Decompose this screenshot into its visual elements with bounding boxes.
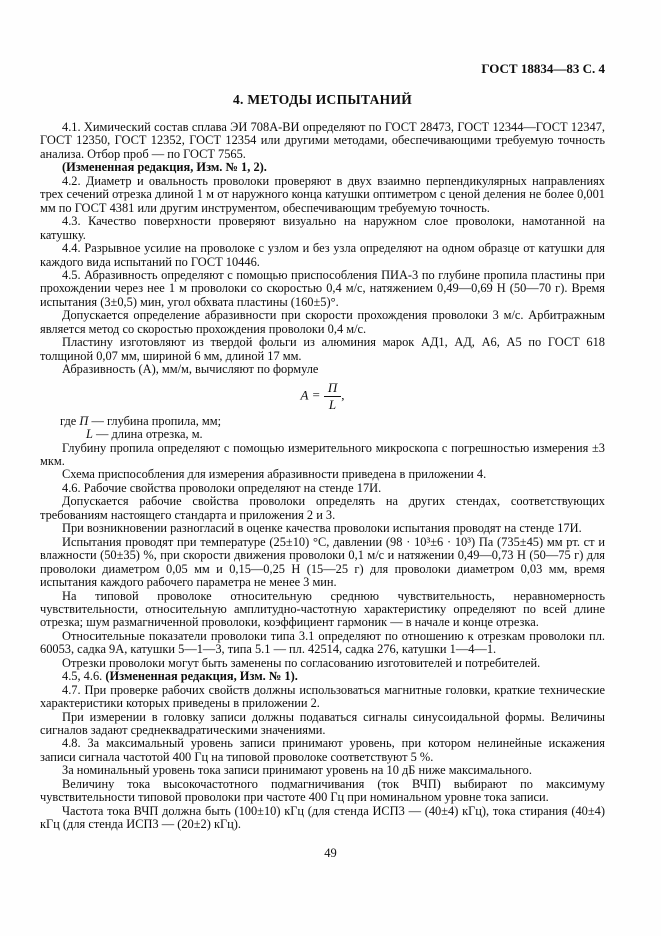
paragraph-formula-intro: Абразивность (А), мм/м, вычисляют по формуле	[62, 362, 319, 377]
formula-lhs: A	[300, 387, 309, 403]
where-definition-L	[40, 428, 605, 441]
paragraph-4-3: 4.3. Качество поверхности проверяют визуально на наружном слое проволоки, намотанной на катушку.	[40, 214, 605, 242]
where-description-P: — глубина пропила, мм;	[91, 413, 222, 428]
paragraph-4-8: 4.8. За максимальный уровень записи принимают уровень, при котором нелинейные искажения записи сигнала частотой 400 Гц на типовой проволоке соответствуют 5 %.	[40, 736, 605, 764]
paragraph-typical-wire: На типовой проволоке относительную среднюю чувствительность, неравномерность чувствительности, относительную амплитудно-частотную характеристику определяют по всей длине отрезка; шум размагниченной проволоки, коэффициент гармоник — в начале и конце отрезка.	[40, 588, 605, 630]
paragraph-scheme-appendix: Схема приспособления для измерения абразивности приведена в приложении 4.	[62, 467, 487, 482]
paragraph-test-conditions: Испытания проводят при температуре (25±10) °С, давлении (98 · 10³±6 · 10³) Па (735±45) мм рт. ст и влажности (50±35) %, при скорости движения проволоки 0,1 м/с и натяжении 0,49—0,73 Н (50—75 г) для проволоки диаметром 0,05 мм и 0,15—0,25 Н (15—25 г) для проволоки диаметром 0,03 мм, время испытания каждого рабочего параметра не менее 3 мин.	[40, 534, 605, 590]
formula-fraction	[324, 381, 341, 412]
formula-denominator: L	[328, 396, 337, 412]
paragraph-4-6: 4.6. Рабочие свойства проволоки определяют на стенде 17И.	[62, 480, 382, 495]
where-symbol-L: L	[86, 427, 93, 442]
paragraph-abrasiveness-speed-note: Допускается определение абразивности при скорости прохождения проволоки 3 м/с. Арбитражным является метод со скоростью прохождения проволоки 0,4 м/с.	[40, 308, 605, 336]
where-definition-P	[40, 415, 605, 428]
paragraph-other-stands: Допускается рабочие свойства проволоки определять на других стендах, соответствующих требованиям настоящего стандарта и приложения 2 и 3.	[40, 494, 605, 522]
formula-numerator: П	[324, 381, 341, 397]
formula-suffix: ,	[341, 387, 345, 403]
paragraph-4-2: 4.2. Диаметр и овальность проволоки проверяют в двух взаимно перпендикулярных направлениях трех сечений отрезка длиной 1 м от наружного конца катушки оптиметром с ценой деления не более 0,001 мм по ГОСТ 4381 или другим инструментом, обеспечивающим требуемую точность.	[40, 173, 605, 215]
paragraph-4-4: 4.4. Разрывное усилие на проволоке с узлом и без узла определяют на одном образце от катушки для каждого вида испытаний по ГОСТ 10446.	[40, 241, 605, 269]
paragraph-4-7: 4.7. При проверке рабочих свойств должны использоваться магнитные головки, краткие технические характеристики которых приведены в приложении 2.	[40, 682, 605, 711]
paragraph-4-5: 4.5. Абразивность определяют с помощью приспособления ПИА-3 по глубине пропила пластины при прохождении через нее 1 м проволоки со скоростью 0,4 м/с, натяжением 0,49—0,69 Н (50—70 г). Время испытания (3±0,5) мин, угол обхвата пластины (160±5)°.	[40, 267, 605, 309]
paragraph-relative-indicators: Относительные показатели проволоки типа 3.1 определяют по отношению к отрезкам проволоки пл. 60053, садка 9А, катушки 5—1—3, типа 5.1 — пл. 42514, садка 276, катушки 1—4—1.	[40, 628, 605, 657]
paragraph-bias-current: Величину тока высокочастотного подмагничивания (ток ВЧП) выбирают по максимуму чувствительности типовой проволоки при частоте 400 Гц при номинальном уровне тока записи.	[40, 776, 605, 805]
running-header	[40, 62, 605, 76]
section-title: 4. МЕТОДЫ ИСПЫТАНИЙ	[232, 92, 413, 107]
amendment-note-2	[40, 670, 605, 683]
document-body	[40, 121, 605, 832]
where-description-L: — длина отрезка, м.	[96, 427, 203, 442]
paragraph-disagreement: При возникновении разногласий в оценке качества проволоки испытания проводят на стенде 17И.	[62, 521, 582, 536]
where-block	[40, 415, 605, 442]
amendment-note-1: (Измененная редакция, Изм. № 1, 2).	[62, 160, 267, 175]
paragraph-nominal-level: За номинальный уровень тока записи принимают уровень на 10 дБ ниже максимального.	[62, 763, 532, 778]
doc-reference: ГОСТ 18834—83 С. 4	[481, 61, 605, 76]
abrasiveness-formula	[40, 381, 605, 412]
formula-equals-sign: =	[312, 387, 320, 403]
paragraph-sine-signals: При измерении в головку записи должны подаваться сигналы синусоидальной формы. Величины сигналов задают среднеквадратическими значениями.	[40, 709, 605, 738]
amendment-note-2-prefix: 4.5, 4.6.	[62, 669, 106, 684]
page-number: 49	[324, 846, 337, 860]
paragraph-bias-frequency: Частота тока ВЧП должна быть (100±10) кГц (для стенда ИСП3 — (40±4) кГц), тока стирания (40±4) кГц (для стенда ИСП3 — (20±2) кГц).	[40, 803, 605, 832]
paragraph-segments-replacement: Отрезки проволоки могут быть заменены по согласованию изготовителей и потребителей.	[62, 655, 541, 670]
paragraph-4-1: 4.1. Химический состав сплава ЭИ 708А-ВИ определяют по ГОСТ 28473, ГОСТ 12344—ГОСТ 12347, ГОСТ 12350, ГОСТ 12352, ГОСТ 12354 или другими методами, обеспечивающими требуемую точность анализа. Отбор проб — по ГОСТ 7565.	[40, 120, 605, 161]
amendment-note-2-bold: (Измененная редакция, Изм. № 1).	[105, 669, 298, 684]
paragraph-plate-spec: Пластину изготовляют из твердой фольги из алюминия марок АД1, АД, А6, А5 по ГОСТ 618 толщиной 0,07 мм, шириной 6 мм, длиной 17 мм.	[40, 335, 605, 363]
paragraph-cut-depth: Глубину пропила определяют с помощью измерительного микроскопа с погрешностью измерения ±3 мкм.	[40, 440, 605, 468]
where-label: где	[60, 413, 77, 428]
where-symbol-P: П	[79, 413, 89, 428]
